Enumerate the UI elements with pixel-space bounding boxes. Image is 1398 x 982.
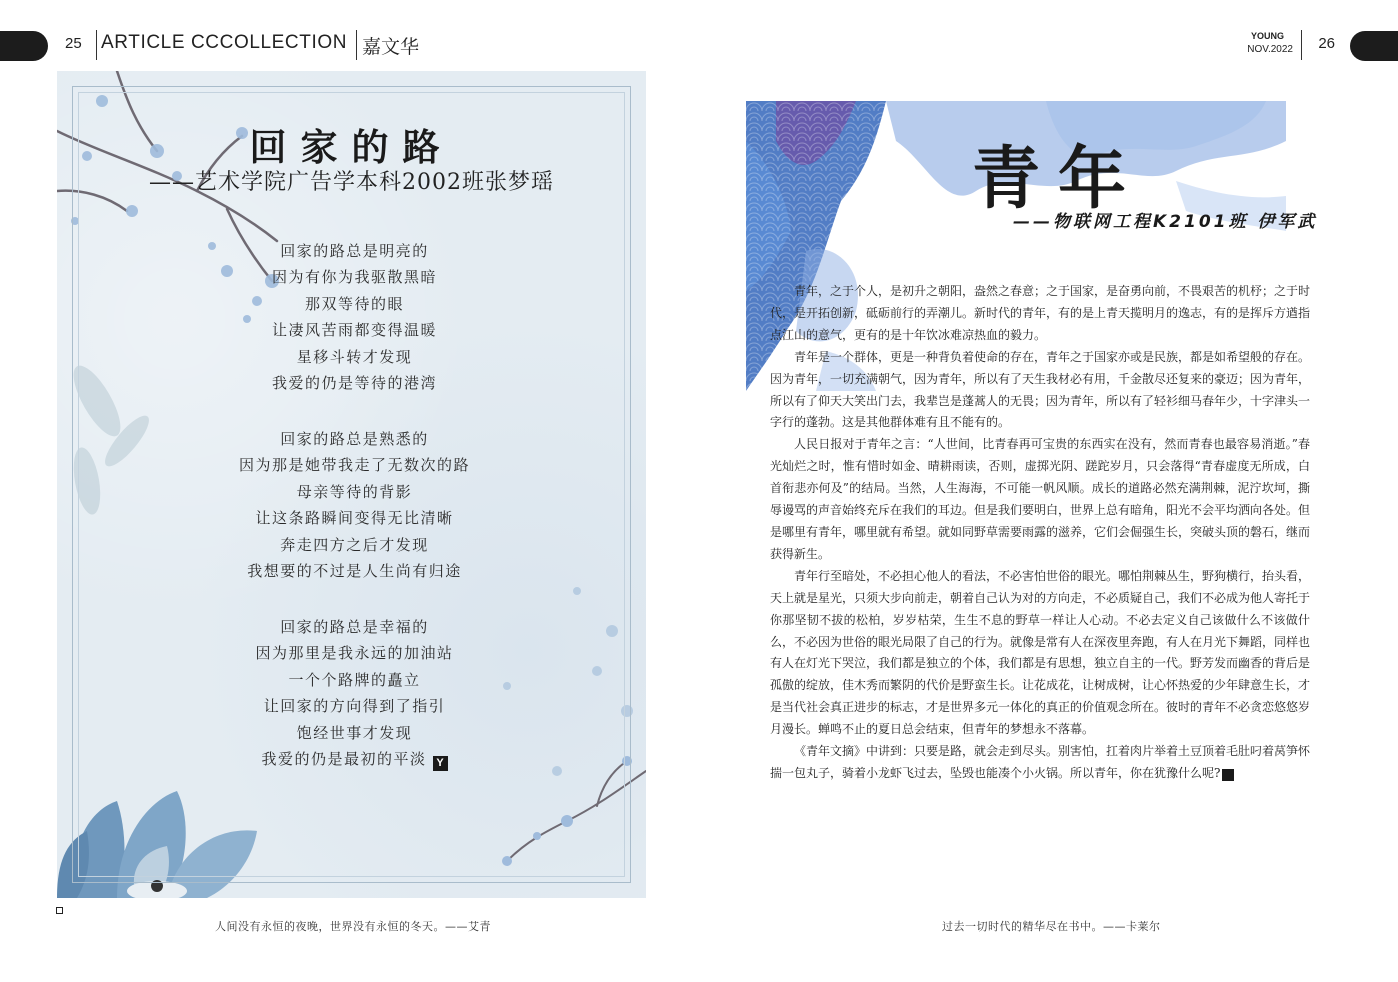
article-title: 青年 — [972, 139, 1145, 219]
poem-line: 因为那是她带我走了无数次的路 — [238, 456, 470, 475]
article-paragraph: 青年是一个群体，更是一种背负着使命的存在，青年之于国家亦或是民族，都是如希望般的存在。因为青年，一切充满朝气，因为青年，所以有了天生我材必有用，千金散尽还复来的豪迈；因为青年，所以有了仰天大笑出门去，我辈岂是蓬蒿人的无畏；因为青年，所以有了轻衫细马春年少，十字津头一字行的蓬勃。这是其他群体难有且不能有的。 — [770, 349, 1311, 430]
right-page-tab — [1350, 31, 1398, 61]
header-divider — [1301, 30, 1302, 60]
article-paragraph: 青年行至暗处，不必担心他人的看法，不必害怕世俗的眼光。哪怕荆棘丛生，野狗横行，抬头看，天上就是星光，只须大步向前走，朝着自己认为对的方向走，不必质疑自己，我们不必成为他人寄托于你那坚韧不拔的松柏，岁岁枯荣，生生不息的野草一样让人心动。不必去定义自己该做什么不该做什么，不必因为世俗的眼光局限了自己的行为。就像是常有人在深夜里奔跑，有人在月光下舞蹈，同样也有人在灯光下哭泣，我们都是独立的个体，我们都是有思想，独立自主的一代。野芳发而幽香的背后是孤傲的绽放，佳木秀而繁阴的代价是野蛮生长。让花成花，让树成树，让心怀热爱的少年肆意生长，才是当代社会真正进步的标志，才是世界多元一体化的真正的价值观念所在。彼时的青年不必贪恋悠悠岁月漫长。蝉鸣不止的夏日总会结束，但青年的梦想永不落幕。 — [770, 568, 1311, 737]
left-page-number: 25 — [65, 35, 82, 52]
poem-line: 回家的路总是熟悉的 — [280, 430, 429, 448]
poem-line: 奔走四方之后才发现 — [280, 535, 429, 554]
poem-line-text: 我爱的仍是最初的平淡 — [261, 750, 427, 769]
poem-panel — [57, 71, 646, 898]
article-paragraph-text: 《青年文摘》中讲到：只要是路，就会走到尽头。别害怕，扛着肉片举着土豆顶着毛肚叼着莴笋怀揣一包丸子，骑着小龙虾飞过去，坠毁也能凑个小火锅。所以青年，你在犹豫什么呢? — [770, 744, 1311, 780]
corner-square-icon — [56, 907, 63, 914]
poem-line: 因为那里是我永远的加油站 — [255, 644, 454, 663]
right-page-number: 26 — [1318, 35, 1335, 52]
poem-line: 那双等待的眼 — [304, 294, 404, 313]
poem-line: 星移斗转才发现 — [296, 347, 413, 366]
poem-line: 让这条路瞬间变得无比清晰 — [255, 509, 454, 528]
article-byline: ——物联网工程K2101班 伊军武 — [1013, 212, 1318, 232]
poem-line: 回家的路总是幸福的 — [280, 618, 429, 636]
right-footer-quote: 过去一切时代的精华尽在书中。——卡莱尔 — [942, 920, 1161, 933]
poem-byline: ——艺术学院广告学本科2002班张梦瑶 — [149, 170, 554, 195]
article-paragraph: 青年，之于个人，是初升之朝阳，盎然之春意；之于国家，是奋勇向前，不畏艰苦的机杼；之于时代，是开拓创新，砥砺前行的弄潮儿。新时代的青年，有的是上青天揽明月的逸志，有的是挥斥方遒指点江山的意气，更有的是十年饮冰难凉热血的毅力。 — [770, 284, 1311, 342]
poem-line: 我想要的不过是人生尚有归途 — [247, 562, 462, 581]
poem-stanza-1 — [57, 238, 646, 396]
article-paragraph: 人民日报对于青年之言：“人世间，比青春再可宝贵的东西实在没有，然而青春也最容易消逝。”春光灿烂之时，惟有惜时如金、晴耕雨读，否则，虚掷光阴、蹉跎岁月，只会落得“青春虚度无所成，白首衔悲亦何及”的结局。当然，人生海海，不可能一帆风顺。成长的道路必然充满荆棘，泥泞坎坷，撕辱谩骂的声音始终充斥在我们的耳边。但是我们要明白，世界上总有暗角，阳光不会平均洒向各处。但是哪里有青年，哪里就有希望。就如同野草需要雨露的滋养，它们会倔强生长，突破头顶的磐石，继而获得新生。 — [770, 437, 1311, 561]
poem-line: 饱经世事才发现 — [296, 723, 413, 742]
end-mark-icon: Y — [1222, 769, 1234, 781]
header-divider — [356, 30, 357, 60]
header-divider — [96, 30, 97, 60]
magazine-name: YOUNG — [1250, 31, 1284, 41]
poem-line — [57, 746, 646, 772]
end-mark-icon: Y — [433, 756, 448, 771]
poem-title: 回家的路 — [249, 125, 454, 169]
left-footer-quote: 人间没有永恒的夜晚，世界没有永恒的冬天。——艾青 — [215, 920, 491, 933]
poem-line: 一个个路牌的矗立 — [288, 670, 421, 689]
left-page-tab — [0, 31, 48, 61]
issue-date: NOV.2022 — [1247, 44, 1293, 55]
poem-line: 母亲等待的背影 — [296, 482, 413, 501]
poem-stanza-3 — [57, 614, 646, 772]
poem-line: 让回家的方向得到了指引 — [263, 697, 446, 716]
poem-stanza-2 — [57, 426, 646, 584]
article-paragraph-last — [770, 741, 1310, 785]
poem-line: 我爱的仍是等待的港湾 — [271, 374, 437, 393]
poem-line: 回家的路总是明亮的 — [280, 242, 429, 260]
poem-line: 因为有你为我驱散黑暗 — [271, 268, 437, 287]
section-author: 嘉文华 — [362, 36, 420, 58]
article-body — [770, 281, 1310, 785]
poem-line: 让凄风苦雨都变得温暖 — [271, 321, 437, 340]
section-title: ARTICLE CCCOLLECTION — [101, 32, 348, 53]
